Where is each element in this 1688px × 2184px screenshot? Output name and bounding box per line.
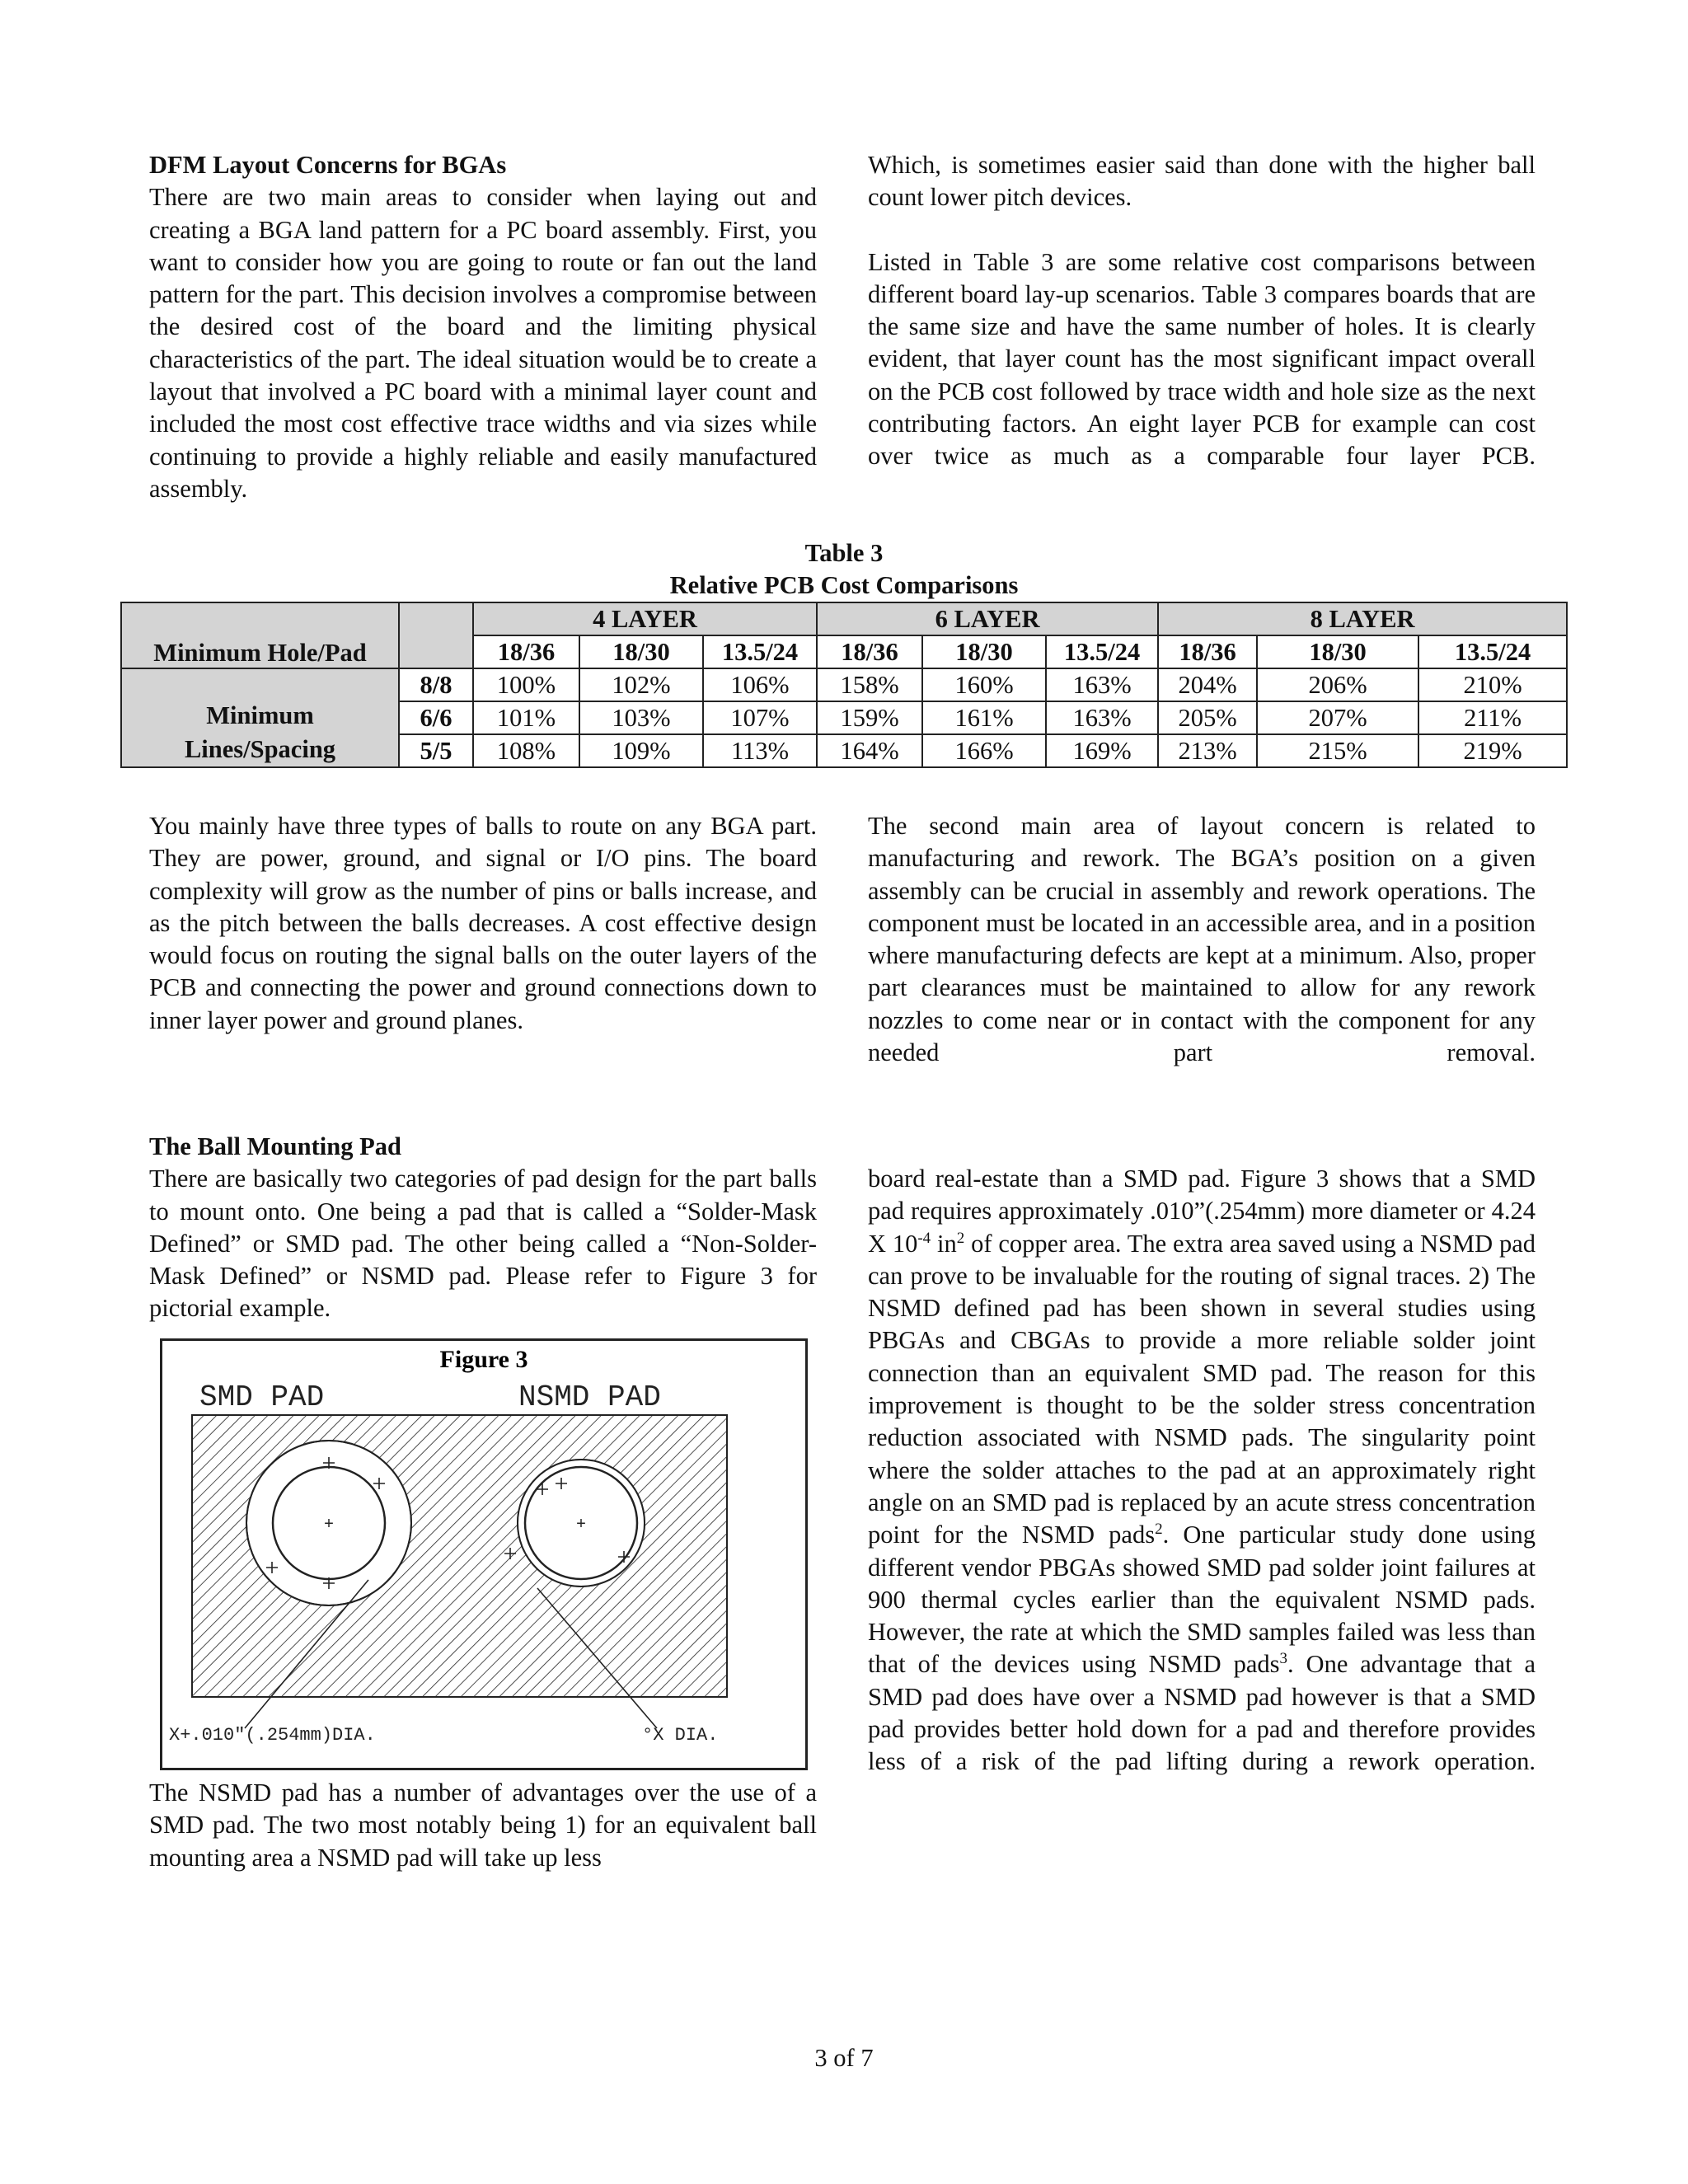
spacing-cell: 6/6 [399,701,473,734]
sub-header: 18/36 [1158,635,1257,668]
table-cell: 204% [1158,668,1257,701]
figure-3-diagram [162,1341,805,1768]
sub-header: 18/30 [922,635,1046,668]
nsmd-pad-label: NSMD PAD [518,1380,661,1414]
left-column-pad [149,1131,817,1325]
page-number: 3 of 7 [814,2044,874,2072]
figure-3 [160,1338,808,1770]
table-header-row-layers [121,602,1567,635]
smd-pad-label: SMD PAD [199,1380,325,1414]
table-cell: 107% [703,701,817,734]
table-cell: 219% [1418,734,1567,767]
sub-header: 18/30 [1257,635,1418,668]
sub-header: 18/36 [817,635,922,668]
table-cell: 108% [473,734,579,767]
table-cell: 113% [703,734,817,767]
figure-title: Figure 3 [439,1346,528,1373]
spacing-cell: 8/8 [399,668,473,701]
smd-dimension-callout: X+.010"(.254mm)DIA. [169,1725,376,1746]
table-cell: 161% [922,701,1046,734]
left-column-routing [149,810,817,1037]
right-column-pad [868,1163,1536,1779]
left-column-nsmd-advantages [149,1777,817,1874]
spacing-cell: 5/5 [399,734,473,767]
table-cell: 163% [1046,701,1158,734]
row-header-minimum: Minimum [206,701,314,729]
header-8-layer: 8 LAYER [1158,602,1567,635]
superscript: -4 [917,1229,931,1247]
table-reference-paragraph: Listed in Table 3 are some relative cost comparisons between different board lay-up scenarios. Table 3 compares boards that are the same size and have the same number of holes. It is clearly evident, that layer count has the most significant impact overall on the PCB cost followed by trace width and hole size as the next contributing factors. An eight layer PCB for example can cost over twice as much as a comparable four layer PCB. [868,247,1536,471]
sub-header: 18/30 [579,635,703,668]
left-column-intro [149,149,817,505]
header-4-layer: 4 LAYER [473,602,817,635]
nsmd-center-mark: + [575,1516,587,1535]
corner-cell [399,602,473,668]
right-column-intro [868,149,1536,473]
text-run: . One particular study done using different vendor PBGAs showed SMD pad solder joint failures at 900 thermal cycles earlier than the equivalent NSMD pads. However, the rate at which the SMD samples failed was less than that of the devices using NSMD pads [868,1521,1536,1679]
table-cell: 100% [473,668,579,701]
table-cell: 101% [473,701,579,734]
sub-header: 13.5/24 [1418,635,1567,668]
sub-header: 18/36 [473,635,579,668]
table-cell: 102% [579,668,703,701]
table-cell: 206% [1257,668,1418,701]
section-heading-pad: The Ball Mounting Pad [149,1132,401,1160]
smd-center-mark: + [323,1516,335,1535]
table-cell: 159% [817,701,922,734]
row-header-hole-pad: Minimum Hole/Pad [121,602,399,668]
intro-paragraph: There are two main areas to consider when laying out and creating a BGA land pattern for a PC board assembly. First, you want to consider how you are going to route or fan out the land pattern for the part. This decision involves a compromise between the desired cost of the board and the limiting physical characteristics of the part. The ideal situation would be to create a layout that involved a PC board with a minimal layer count and included the most cost effective trace widths and via sizes while continuing to provide a highly reliable and easily manufactured assembly. [149,183,817,503]
text-run: . One advantage that a SMD pad does have over a NSMD pad however is that a SMD pad provides better hold down for a pad and therefore provides less of a risk of the pad lifting during a rework operation. [868,1650,1536,1776]
pad-intro-paragraph: There are basically two categories of pad design for the part balls to mount onto. One being a pad that is called a “Solder-Mask Defined” or SMD pad. The other being called a “Non-Solder-Mask Defined” or NSMD pad. Please refer to Figure 3 for pictorial example. [149,1165,817,1323]
superscript: 2 [956,1229,965,1247]
table-cell: 169% [1046,734,1158,767]
sub-header: 13.5/24 [1046,635,1158,668]
table-title: Relative PCB Cost Comparisons [669,571,1019,599]
sub-header: 13.5/24 [703,635,817,668]
table-cell: 158% [817,668,922,701]
table-cell: 207% [1257,701,1418,734]
table-cell: 211% [1418,701,1567,734]
pcb-cost-table [120,602,1568,768]
table-cell: 109% [579,734,703,767]
section-heading-dfm: DFM Layout Concerns for BGAs [149,151,507,179]
table-caption [0,537,1688,602]
table-cell: 160% [922,668,1046,701]
table-cell: 205% [1158,701,1257,734]
text-run: in [931,1229,957,1258]
rework-paragraph: The second main area of layout concern is related to manufacturing and rework. The BGA’s position on a given assembly can be crucial in assembly and rework operations. The component must be located in an accessible area, and in a position where manufacturing defects are kept at a minimum. Also, proper part clearances must be maintained to allow for any rework nozzles to come near or in contact with the component for any needed part removal. [868,812,1536,1067]
nsmd-advantages-paragraph: The NSMD pad has a number of advantages over the use of a SMD pad. The two most notably being 1) for an equivalent ball mounting area a NSMD pad will take up less [149,1779,817,1872]
row-header-lines: Lines/Spacing [184,735,336,763]
table-cell: 215% [1257,734,1418,767]
text-run: of copper area. The extra area saved using a NSMD pad can prove to be invaluable for the routing of signal traces. 2) The NSMD defined pad has been shown in several studies using PBGAs and CBGAs to provide a more reliable solder joint connection than an equivalent SMD pad. The reason for this improvement is thought to be the solder stress concentration reduction associated with NSMD pads. The singularity point where the solder attaches to the pad at an approximately right angle on an SMD pad is replaced by an acute stress concentration point for the NSMD pads [868,1229,1536,1549]
table-cell: 166% [922,734,1046,767]
table-cell: 210% [1418,668,1567,701]
table-cell: 163% [1046,668,1158,701]
table-row [121,668,1567,701]
citation-superscript: 2 [1155,1521,1163,1539]
table-number: Table 3 [804,539,884,567]
table-cell: 103% [579,701,703,734]
table-cell: 213% [1158,734,1257,767]
pad-advantages-paragraph [868,1163,1536,1779]
routing-paragraph: You mainly have three types of balls to route on any BGA part. They are power, ground, and signal or I/O pins. The board complexity will grow as the number of pins or balls increase, and as the pitch between the balls decreases. A cost effective design would focus on routing the signal balls on the outer layers of the PCB and connecting the power and ground connections down to inner layer power and ground planes. [149,812,817,1034]
right-column-rework [868,810,1536,1069]
table-cell: 106% [703,668,817,701]
header-6-layer: 6 LAYER [817,602,1158,635]
table-cell: 164% [817,734,922,767]
row-header-lines-spacing [121,668,399,767]
solder-mask-hatch [192,1415,727,1697]
citation-superscript: 3 [1279,1650,1287,1668]
nsmd-dimension-callout: °X DIA. [642,1725,719,1746]
continuation-paragraph: Which, is sometimes easier said than done with the higher ball count lower pitch devices. [868,151,1536,212]
text-run: board real-estate than a SMD pad. Figure 3 shows that a SMD pad requires approximately .010”(.254mm) more diameter or 4.24 X 10 [868,1165,1536,1258]
